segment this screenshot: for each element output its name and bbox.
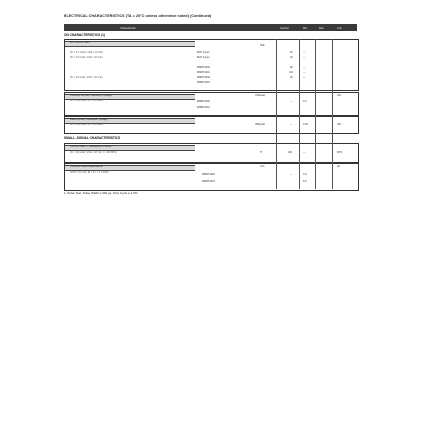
section-on-characteristics: ON CHARACTERISTICS (1) bbox=[64, 33, 105, 37]
ccb-device-1: MMBT4400 bbox=[202, 173, 215, 176]
column-separator-max bbox=[315, 39, 316, 189]
dc-gain-min-3: 80 bbox=[290, 66, 293, 69]
ccb-max-1: 3.8 bbox=[303, 173, 307, 176]
ft-max: — bbox=[303, 151, 306, 154]
dc-gain-device-2: Both Types bbox=[197, 56, 210, 59]
vbe-sat-symbol: VBE(sat) bbox=[255, 123, 266, 126]
vbe-sat-unit: Vdc bbox=[337, 123, 342, 126]
dc-gain-device-1: Both Types bbox=[197, 51, 210, 54]
ccb-max-2: 6.5 bbox=[303, 180, 307, 183]
ft-symbol: fT bbox=[260, 151, 263, 154]
dc-gain-min-5: 40 bbox=[290, 76, 293, 79]
dc-gain-device-4: MMBT4401 bbox=[197, 71, 210, 74]
section-small-signal: SMALL–SIGNAL CHARACTERISTICS bbox=[64, 136, 121, 140]
vce-sat-condition: (IC = 150 mAdc, IB = 15 mAdc) bbox=[70, 99, 104, 102]
table-header-bar bbox=[64, 24, 357, 31]
column-separator-unit bbox=[332, 39, 333, 189]
ccb-unit: pF bbox=[337, 165, 340, 168]
ccb-symbol: Ccb bbox=[260, 165, 265, 168]
vbe-sat-condition: (IC = 150 mAdc, IB = 15 mAdc) bbox=[70, 123, 104, 126]
vce-sat-label: Collector–Emitter Saturation Voltage bbox=[70, 93, 112, 97]
column-separator-symbol bbox=[276, 39, 277, 189]
dc-gain-min-2: 40 bbox=[290, 56, 293, 59]
ccb-label: Collector–Base Capacitance bbox=[70, 164, 103, 168]
dc-gain-symbol: hFE bbox=[260, 44, 265, 47]
ft-label: Current–Gain — Bandwidth Product bbox=[70, 144, 112, 148]
column-separator-min bbox=[299, 39, 300, 189]
dc-gain-condition-2: (IC = 10 mAdc, VCE = 10 Vdc) bbox=[70, 56, 103, 59]
vce-sat-symbol: VCE(sat) bbox=[255, 94, 266, 97]
ccb-condition: (VCB = 5.0 Vdc, IE = 0, f = 1.0 MHz) bbox=[70, 171, 109, 174]
dc-gain-device-6: MMBT4401 bbox=[197, 81, 210, 84]
header-min: Min bbox=[303, 27, 308, 30]
header-characteristic: Characteristic bbox=[120, 27, 136, 30]
page-title: ELECTRICAL CHARACTERISTICS (TA = 25°C unless otherwise noted) (Continued) bbox=[64, 14, 212, 18]
dc-gain-max-1: — bbox=[303, 51, 306, 54]
footnote: 1. Pulse Test: Pulse Width ≤ 300 µs, Duty Cycle ≤ 2.0%. bbox=[64, 191, 139, 195]
header-unit: Unit bbox=[337, 27, 342, 30]
dc-gain-max-3: — bbox=[303, 66, 306, 69]
dc-gain-min-1: 20 bbox=[290, 51, 293, 54]
ft-min: 200 bbox=[288, 151, 293, 154]
header-symbol: Symbol bbox=[280, 27, 289, 30]
vbe-sat-label: Base–Emitter Saturation Voltage bbox=[70, 117, 108, 121]
dc-gain-label: DC Current Gain bbox=[70, 40, 90, 44]
vce-sat-min: — bbox=[290, 100, 293, 103]
dc-gain-max-2: — bbox=[303, 56, 306, 59]
header-max: Max bbox=[319, 27, 324, 30]
vce-sat-max: 0.4 bbox=[303, 100, 307, 103]
dc-gain-device-3: MMBT4400 bbox=[197, 66, 210, 69]
vce-sat-unit: Vdc bbox=[337, 94, 342, 97]
dc-gain-max-4: — bbox=[303, 71, 306, 74]
dc-gain-device-5: MMBT4400 bbox=[197, 76, 210, 79]
dc-gain-min-4: 100 bbox=[289, 71, 294, 74]
vbe-sat-max: 0.95 bbox=[303, 123, 308, 126]
vce-sat-device-1: MMBT4400 bbox=[197, 100, 210, 103]
ft-unit: MHz bbox=[337, 151, 343, 154]
dc-gain-condition-1: (IC = 0.1 mAdc, VCE = 10 Vdc) bbox=[70, 51, 104, 54]
vce-sat-device-2: MMBT4401 bbox=[197, 106, 210, 109]
dc-gain-condition-3: (IC = 20 mAdc, VCE = 10 Vdc) bbox=[70, 76, 103, 79]
ccb-device-2: MMBT4401 bbox=[202, 180, 215, 183]
ft-condition: (IC = 20 mAdc, VCE = 10 Vdc, f = 100 MHz) bbox=[70, 151, 117, 154]
vbe-sat-min: — bbox=[290, 123, 293, 126]
ccb-min: — bbox=[290, 173, 293, 176]
dc-gain-max-5: — bbox=[303, 76, 306, 79]
